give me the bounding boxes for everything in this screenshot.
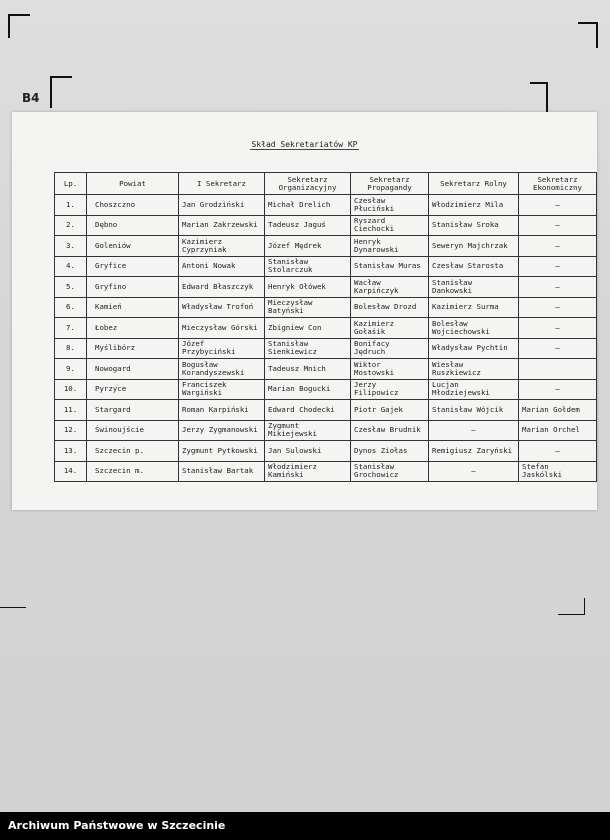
table-cell: Mieczysław Górski [179,318,265,339]
table-cell: 5. [55,277,87,298]
table-cell: Szczecin m. [87,461,179,482]
table-cell: Bonifacy Jędruch [351,338,429,359]
table-cell: Tadeusz Mnich [265,359,351,380]
table-cell: Józef Przybyciński [179,338,265,359]
table-cell: Wiesław Ruszkiewicz [429,359,519,380]
table-row [55,277,597,298]
table-cell: – [519,215,597,236]
table-cell: Zygmunt Pytkowski [179,441,265,462]
archive-footer [0,812,610,840]
table-cell: Kamień [87,297,179,318]
table-cell: Zygmunt Mikiejewski [265,420,351,441]
table-cell: Łobez [87,318,179,339]
table-cell: Dynos Ziołas [351,441,429,462]
secretariat-table [54,172,597,482]
table-cell: – [519,441,597,462]
crop-mark-top-right [578,22,598,48]
table-row [55,318,597,339]
table-row [55,420,597,441]
table-cell: 11. [55,400,87,421]
table-cell: 3. [55,236,87,257]
table-cell: Goleniów [87,236,179,257]
table-cell: Szczecin p. [87,441,179,462]
table-row [55,359,597,380]
table-cell: Gryfino [87,277,179,298]
crop-mark-bottom-right [558,598,585,615]
archive-name: Archiwum Państwowe w Szczecinie [8,819,226,832]
table-cell: Włodzimierz Kamiński [265,461,351,482]
table-cell: 12. [55,420,87,441]
column-header: Sekretarz Rolny [429,173,519,195]
table-cell: 10. [55,379,87,400]
table-cell: Czesław Brudnik [351,420,429,441]
table-cell: Pyrzyce [87,379,179,400]
table-cell: Marian Zakrzewski [179,215,265,236]
table-cell: Bogusław Korandyszewski [179,359,265,380]
table-cell: Henryk Dynarowski [351,236,429,257]
table-cell: Stanisław Wójcik [429,400,519,421]
table-cell: 7. [55,318,87,339]
table-cell: Bolesław Wojciechowski [429,318,519,339]
table-cell: – [519,195,597,216]
table-cell: Nowogard [87,359,179,380]
table-cell: Stanisław Dankowski [429,277,519,298]
table-cell: 6. [55,297,87,318]
table-cell: – [519,338,597,359]
table-cell: Bolesław Drozd [351,297,429,318]
table-cell: – [519,297,597,318]
table-row [55,400,597,421]
table-cell: Władysław Pychtin [429,338,519,359]
table-cell: 9. [55,359,87,380]
table-cell: Stanisław Muras [351,256,429,277]
table-cell: Lucjan Młodziejewski [429,379,519,400]
table-cell: Dębno [87,215,179,236]
table-cell: Edward Błaszczyk [179,277,265,298]
column-header: Lp. [55,173,87,195]
table-header-row [55,173,597,195]
table-cell: Władysław Trofoń [179,297,265,318]
table-cell: Kazimierz Surma [429,297,519,318]
column-header: Sekretarz Propagandy [351,173,429,195]
table-cell: Świnoujście [87,420,179,441]
table-cell: Gryfice [87,256,179,277]
table-cell: Włodzimierz Mila [429,195,519,216]
table-row [55,338,597,359]
table-cell: Wiktor Mostowski [351,359,429,380]
table-cell: Czesław Płuciński [351,195,429,216]
table-row [55,236,597,257]
crop-mark-top-left [8,14,30,38]
table-row [55,297,597,318]
table-cell: Franciszek Wargiński [179,379,265,400]
table-cell: Stefan Jaskólski [519,461,597,482]
table-cell: 8. [55,338,87,359]
column-header: Sekretarz Ekonomiczny [519,173,597,195]
table-cell: Jan Grodziński [179,195,265,216]
document-sheet [12,112,597,510]
table-cell: Czesław Starosta [429,256,519,277]
table-cell: Mieczysław Batyński [265,297,351,318]
table-cell: – [429,461,519,482]
table-cell: Antoni Nowak [179,256,265,277]
table-cell: Kazimierz Gołaśik [351,318,429,339]
table-cell: Stanisław Grochowicz [351,461,429,482]
table-cell: 13. [55,441,87,462]
table-cell: Marian Orchel [519,420,597,441]
table-cell: 14. [55,461,87,482]
table-cell: Jan Sulowski [265,441,351,462]
table-cell: Stanisław Bartak [179,461,265,482]
table-cell: Michał Drelich [265,195,351,216]
table-cell: – [519,318,597,339]
table-cell: – [519,256,597,277]
column-header: Sekretarz Organizacyjny [265,173,351,195]
crop-mark-inner-right [530,82,548,112]
table-cell: Stanisław Sienkiewicz [265,338,351,359]
table-cell: Ryszard Ciechocki [351,215,429,236]
table-cell: Kazimierz Cyprzyniak [179,236,265,257]
table-cell: Piotr Gajek [351,400,429,421]
table-cell: Choszczno [87,195,179,216]
table-cell: Stanisław Stolarczuk [265,256,351,277]
table-cell: Myślibórz [87,338,179,359]
table-cell: Tadeusz Jaguś [265,215,351,236]
frame-label: B4 [22,91,40,105]
table-cell: Wacław Karpińczyk [351,277,429,298]
table-cell: – [429,420,519,441]
table-row [55,461,597,482]
column-header: Powiat [87,173,179,195]
table-cell: 2. [55,215,87,236]
table-cell: Seweryn Majchrzak [429,236,519,257]
table-row [55,379,597,400]
table-body [55,195,597,482]
table-cell: Józef Mędrek [265,236,351,257]
table-row [55,215,597,236]
table-cell: Zbigniew Con [265,318,351,339]
table-cell: Henryk Ołówek [265,277,351,298]
table-cell: Jerzy Zygmanowski [179,420,265,441]
table-cell: – [519,277,597,298]
table-row [55,441,597,462]
table-cell: Stargard [87,400,179,421]
column-header: I Sekretarz [179,173,265,195]
table-cell: Roman Karpiński [179,400,265,421]
table-cell: Stanisław Sroka [429,215,519,236]
table-cell: – [519,236,597,257]
table-cell: Marian Gołdem [519,400,597,421]
table-cell: Marian Bogucki [265,379,351,400]
table-cell: Jerzy Filipowicz [351,379,429,400]
document-title: Skład Sekretariatów KP [251,140,358,149]
table-cell: 1. [55,195,87,216]
crop-mark-inner-left [50,76,72,108]
table-cell: Edward Chodecki [265,400,351,421]
table-cell [519,359,597,380]
table-row [55,195,597,216]
table-cell: Remigiusz Zaryński [429,441,519,462]
table-cell: – [519,379,597,400]
table-row [55,256,597,277]
table-cell: 4. [55,256,87,277]
crop-mark-left-line [0,606,26,608]
